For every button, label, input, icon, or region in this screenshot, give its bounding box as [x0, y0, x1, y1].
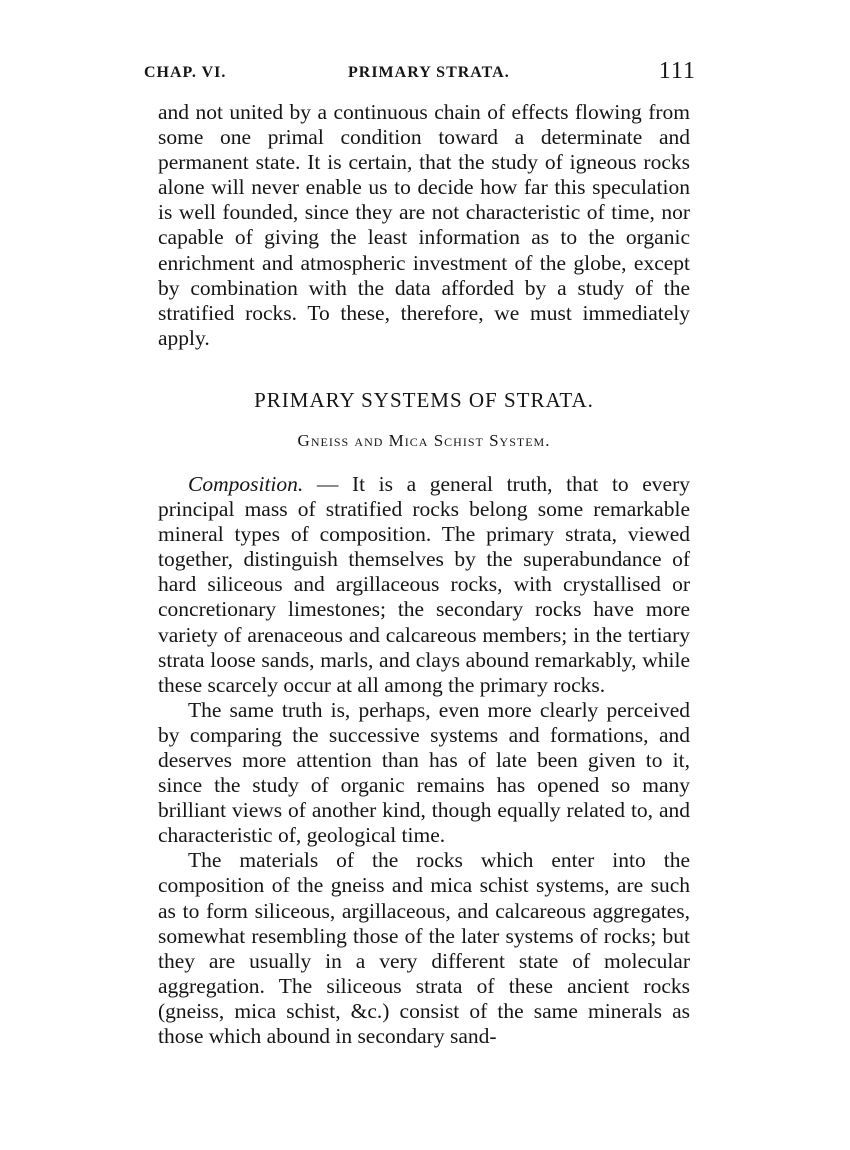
paragraph-composition-text: It is a general truth, that to every principal mass of stratified rocks belong some remarkable mineral types of composition. The primary strata, viewed together, distinguish themselves by the superabundance of hard siliceous and argillaceous rocks, with crystallised or concretionary limestones; the secondary rocks have more variety of arenaceous and calcareous members; in the tertiary strata loose sands, marls, and clays abound remarkably, while these scarcely occur at all among the primary rocks. [158, 471, 691, 697]
running-head-chapter: CHAP. VI. [144, 64, 227, 81]
subsection-heading: Gneiss and Mica Schist System. [297, 430, 551, 450]
paragraph-composition [158, 472, 690, 698]
page-number: 111 [658, 58, 696, 84]
paragraph-same-truth: The same truth is, perhaps, even more clearly perceived by comparing the successive systems and formations, and deserves more attention than has of late been given to it, since the study of organic remains has opened so many brilliant views of another kind, though equally related to, and characteristic of, geological time. [158, 697, 690, 848]
running-head [144, 58, 696, 88]
paragraph-materials: The materials of the rocks which enter into the composition of the gneiss and mica schist systems, are such as to form siliceous, argillaceous, and calcareous aggregates, somewhat resembling those of the later systems of rocks; but they are usually in a very different state of molecular aggregation. The siliceous strata of these ancient rocks (gneiss, mica schist, &c.) consist of the same minerals as those which abound in secondary sand- [158, 848, 690, 1048]
running-head-title: PRIMARY STRATA. [348, 64, 510, 81]
paragraph-continued: and not united by a continuous chain of effects flowing from some one primal condition toward a determinate and permanent state. It is certain, that the study of igneous rocks alone will never enable us to decide how far this speculation is well founded, since they are not characteristic of time, nor capable of giving the least information as to the organic enrichment and atmospheric investment of the globe, except by combination with the data afforded by a study of the stratified rocks. To these, therefore, we must immediately apply. [158, 100, 690, 350]
em-dash: — [303, 471, 352, 496]
paragraph-lead-term: Composition. [188, 471, 304, 496]
section-heading: PRIMARY SYSTEMS OF STRATA. [254, 387, 594, 412]
book-page [144, 58, 696, 1049]
